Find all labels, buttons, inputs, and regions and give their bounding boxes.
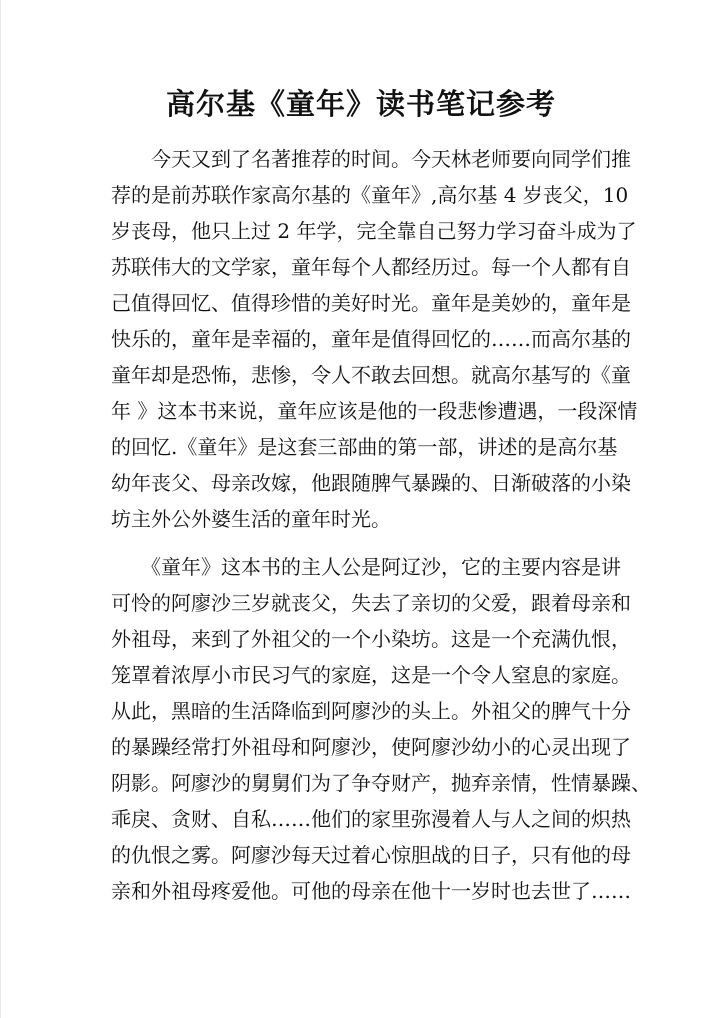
body-line: 荐的是前苏联作家高尔基的《童年》,高尔基 4 岁丧父，10: [111, 183, 629, 207]
body-line: 阴影。阿廖沙的舅舅们为了争夺财产，抛弃亲情，性情暴躁、: [111, 771, 651, 795]
body-line: 苏联伟大的文学家，童年每个人都经历过。每一个人都有自: [111, 255, 631, 279]
body-line: 快乐的，童年是幸福的，童年是值得回忆的……而高尔基的: [111, 327, 631, 351]
body-line: 笼罩着浓厚小市民习气的家庭，这是一个令人窒息的家庭。: [111, 663, 631, 687]
body-line: 童年却是恐怖，悲惨，令人不敢去回想。就高尔基写的《童: [111, 363, 631, 387]
body-line: 《童年》这本书的主人公是阿辽沙，它的主要内容是讲: [111, 555, 621, 579]
body-line: 幼年丧父、母亲改嫁，他跟随脾气暴躁的、日渐破落的小染: [111, 471, 631, 495]
body-line: 亲和外祖母疼爱他。可他的母亲在他十一岁时也去世了……: [111, 879, 631, 903]
body-line: 外祖母，来到了外祖父的一个小染坊。这是一个充满仇恨，: [111, 627, 631, 651]
body-line: 的仇恨之雾。阿廖沙每天过着心惊胆战的日子，只有他的母: [111, 843, 631, 867]
body-line: 己值得回忆、值得珍惜的美好时光。童年是美妙的，童年是: [111, 291, 631, 315]
body-line: 从此，黑暗的生活降临到阿廖沙的头上。外祖父的脾气十分: [111, 699, 631, 723]
body-line: 年 》这本书来说，童年应该是他的一段悲惨遭遇，一段深情: [111, 399, 638, 423]
body-line: 岁丧母，他只上过 2 年学，完全靠自己努力学习奋斗成为了: [111, 219, 637, 243]
body-line: 坊主外公外婆生活的童年时光。: [111, 507, 391, 531]
body-line: 今天又到了名著推荐的时间。今天林老师要向同学们推: [111, 147, 631, 171]
body-line: 乖戾、贪财、自私……他们的家里弥漫着人与人之间的炽热: [111, 807, 631, 831]
body-line: 的回忆.《童年》是这套三部曲的第一部，讲述的是高尔基: [111, 435, 618, 459]
body-line: 可怜的阿廖沙三岁就丧父，失去了亲切的父爱，跟着母亲和: [111, 591, 631, 615]
document-title: 高尔基《童年》读书笔记参考: [165, 87, 556, 121]
body-line: 的暴躁经常打外祖母和阿廖沙，使阿廖沙幼小的心灵出现了: [111, 735, 631, 759]
